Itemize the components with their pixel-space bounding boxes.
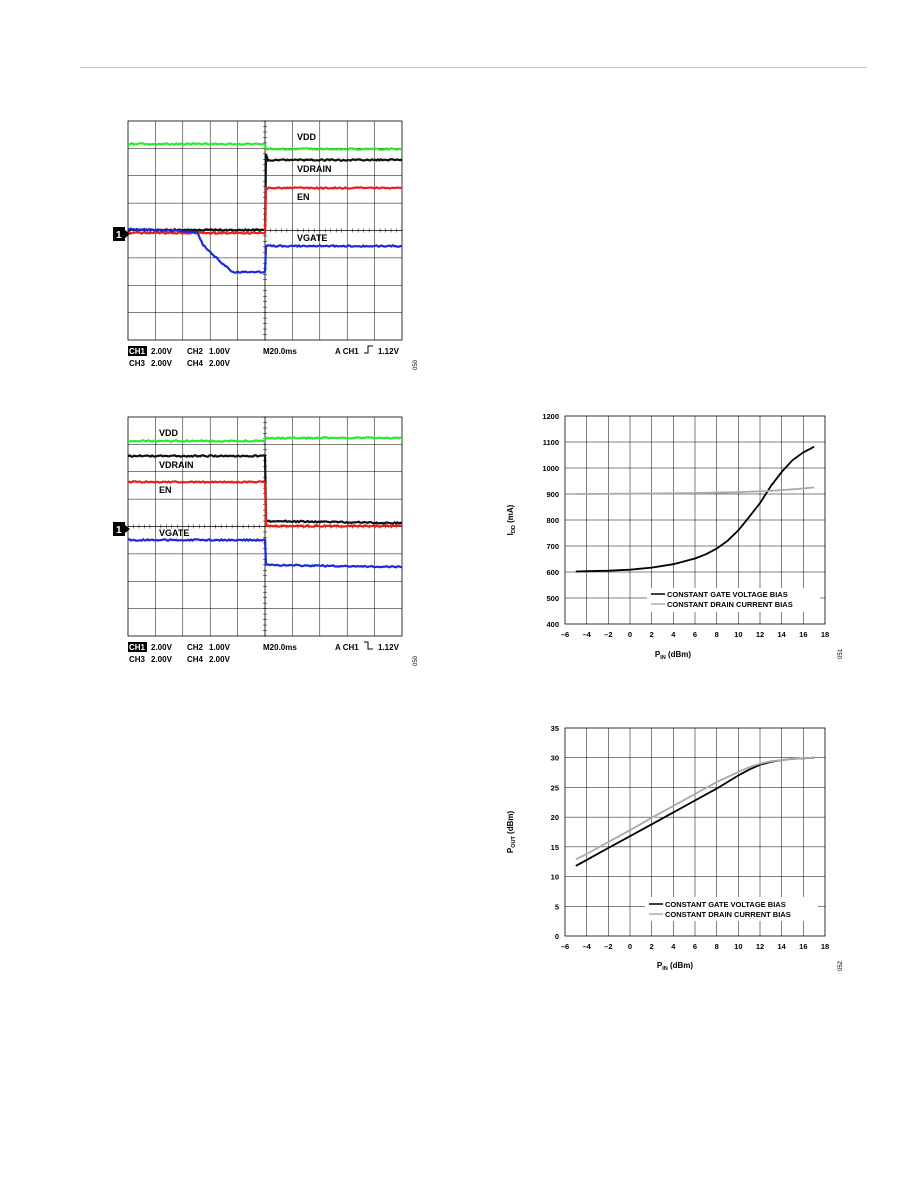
x-tick-labels [561,942,829,951]
x-tick-label: 18 [820,630,830,639]
readout-ch3: CH3 [129,359,146,368]
y-tick-label: 700 [546,542,559,551]
readout-ch2-scale: 1.00V [209,643,230,652]
x-tick-label: 6 [692,630,698,639]
x-tick-label: 0 [627,942,633,951]
oscilloscope-capture-1 [105,112,425,377]
y-tick-label: 30 [550,753,559,763]
y-tick-label: 10 [550,872,559,882]
channel-1-marker [113,227,130,241]
x-tick-label: –4 [582,630,591,639]
readout-ch4-scale: 2.00V [209,655,230,664]
x-tick-label: 0 [627,630,633,639]
x-tick-label: –2 [604,942,613,951]
x-tick-label: –2 [604,630,613,639]
y-axis-label: $P_{OUT}$ (dBm) [506,810,517,854]
idd-vs-pin-chart [495,405,855,675]
svg-text:1: 1 [116,525,122,536]
x-tick-label: 2 [649,942,654,951]
x-tick-label: 16 [799,630,808,639]
y-tick-label: 1200 [542,412,559,421]
readout-trigger-level: 1.12V [378,347,399,356]
y-tick-labels [542,412,559,629]
readout-ch4: CH4 [187,655,204,664]
legend-label-drain: CONSTANT DRAIN CURRENT BIAS [665,910,791,919]
x-tick-label: 8 [714,942,719,951]
x-tick-label: 10 [734,630,743,639]
readout-ch2-scale: 1.00V [209,347,230,356]
pout-vs-pin-chart [495,717,855,987]
readout-trigger-level: 1.12V [378,643,399,652]
x-tick-label: 10 [734,942,743,951]
y-tick-label: 15 [550,842,559,852]
x-tick-label: 6 [692,942,698,951]
y-tick-label: 20 [550,813,559,823]
x-axis-label: $P_{IN}$ (dBm) [654,650,692,661]
y-tick-label: 800 [546,516,559,525]
trace-label-vgate: VGATE [159,528,190,538]
trace-label-vgate: VGATE [297,233,328,243]
x-tick-label: 12 [755,630,765,639]
readout-ch3-scale: 2.00V [151,359,172,368]
readout-ch3-scale: 2.00V [151,655,172,664]
trace-label-en: EN [159,485,172,495]
x-tick-label: 4 [671,942,676,951]
y-tick-label: 5 [554,902,559,912]
y-tick-label: 500 [546,594,559,603]
figure-id: 051 [838,648,844,659]
x-tick-label: 14 [777,630,786,639]
readout-ch2: CH2 [187,643,204,652]
trace-label-vdd: VDD [159,428,179,438]
readout-ch2: CH2 [187,347,204,356]
y-tick-label: 900 [546,490,559,499]
y-tick-label: 0 [554,932,559,941]
trace-label-en: EN [297,192,310,202]
figure-id: 050 [413,655,419,666]
x-tick-label: 16 [799,942,808,951]
y-axis-label: $I_{DD}$ (mA) [506,504,517,536]
y-tick-label: 600 [546,568,559,577]
trace-label-vdrain: VDRAIN [159,460,194,470]
legend-label-gate: CONSTANT GATE VOLTAGE BIAS [665,900,786,909]
x-axis-label: $P_{IN}$ (dBm) [656,961,694,972]
legend [645,897,818,921]
y-tick-label: 400 [546,620,559,629]
readout-timebase: M20.0ms [263,643,297,652]
readout-ch3: CH3 [129,655,146,664]
x-tick-label: 18 [820,942,830,951]
y-tick-label: 35 [550,724,559,733]
channel-1-marker [113,522,130,536]
svg-text:1: 1 [116,230,122,241]
scope-readout [128,346,400,368]
figure-id: 050 [413,359,419,370]
x-tick-label: 4 [671,630,676,639]
x-tick-label: 14 [777,942,786,951]
readout-ch1: CH1 [129,643,146,652]
y-tick-label: 25 [550,783,559,793]
trace-label-vdrain: VDRAIN [297,164,332,174]
readout-ch1: CH1 [129,347,146,356]
readout-trigger-source: A CH1 [335,347,359,356]
legend-label-drain: CONSTANT DRAIN CURRENT BIAS [667,600,793,609]
trace-label-vdd: VDD [297,132,317,142]
x-tick-label: 12 [755,942,765,951]
readout-ch4-scale: 2.00V [209,359,230,368]
x-tick-label: –6 [560,630,570,639]
readout-ch1-scale: 2.00V [151,347,172,356]
readout-ch4: CH4 [187,359,204,368]
page-header-rule [80,67,867,68]
x-tick-labels [561,630,829,639]
figure-id: 052 [838,960,844,971]
scope-readout [128,642,400,664]
oscilloscope-capture-2 [105,408,425,673]
readout-ch1-scale: 2.00V [151,643,172,652]
x-tick-label: 2 [649,630,654,639]
x-tick-label: 8 [714,630,719,639]
y-tick-labels [551,724,559,941]
legend-label-gate: CONSTANT GATE VOLTAGE BIAS [667,590,788,599]
y-tick-label: 1000 [542,464,559,473]
rising-edge-icon [364,346,373,353]
legend [647,588,820,612]
readout-timebase: M20.0ms [263,347,297,356]
x-tick-label: –4 [582,942,591,951]
falling-edge-icon [364,642,373,649]
readout-trigger-source: A CH1 [335,643,359,652]
y-tick-label: 1100 [542,438,559,447]
x-tick-label: –6 [560,942,570,951]
